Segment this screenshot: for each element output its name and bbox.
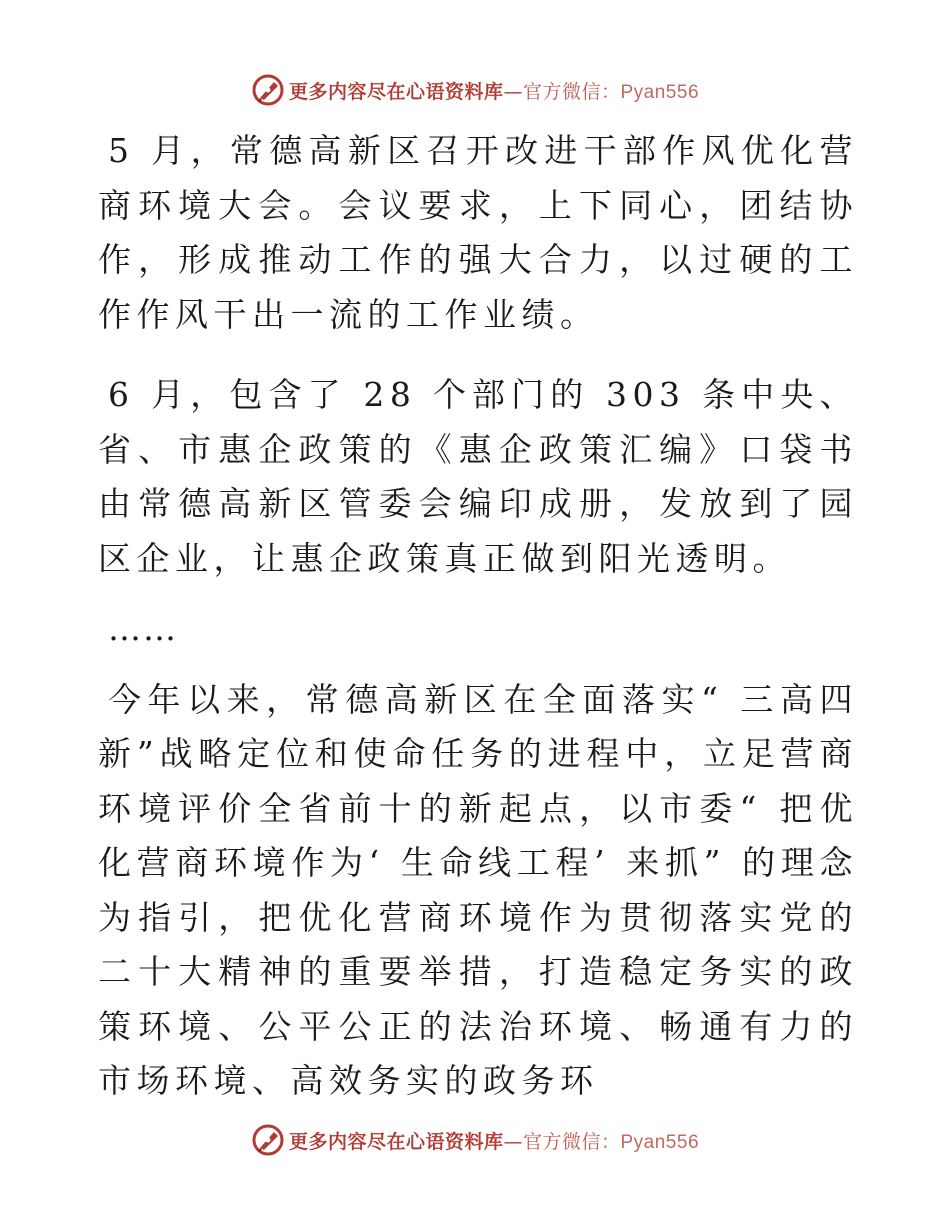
paragraph-ellipsis: …… bbox=[108, 609, 178, 648]
paragraph-june-policy-book: 6 月，包含了 28 个部门的 303 条中央、省、市惠企政策的《惠企政策汇编》口袋书由常德高新区管委会编印成册，发放到了园区企业，让惠企政策真正做到阳光透明。 bbox=[98, 375, 858, 578]
header-banner-handle: Pyan556 bbox=[620, 81, 700, 103]
header-banner bbox=[0, 70, 950, 110]
footer-banner-title: 更多内容尽在心语资料库 bbox=[288, 1130, 504, 1153]
pen-logo-icon bbox=[251, 73, 285, 107]
paragraph-may-meeting: 5 月，常德高新区召开改进干部作风优化营商环境大会。会议要求，上下同心，团结协作，形成推动工作的强大合力，以过硬的工作作风干出一流的工作业绩。 bbox=[98, 131, 858, 334]
footer-banner-handle: Pyan556 bbox=[620, 1131, 700, 1153]
header-banner-title: 更多内容尽在心语资料库 bbox=[288, 80, 504, 103]
footer-banner-text bbox=[289, 1127, 699, 1154]
footer-banner-dash: — bbox=[503, 1130, 523, 1153]
header-banner-wechat-label: 官方微信： bbox=[522, 80, 621, 103]
header-banner-text bbox=[289, 77, 699, 104]
pen-logo-icon bbox=[251, 1123, 285, 1157]
footer-banner-wechat-label: 官方微信： bbox=[522, 1130, 621, 1153]
document-body bbox=[98, 124, 858, 1109]
paragraph-this-year-summary: 今年以来，常德高新区在全面落实“ 三高四新”战略定位和使命任务的进程中，立足营商环境评价全省前十的新起点，以市委“ 把优化营商环境作为‘ 生命线工程’ 来抓” 的理念为指引，把优化营商环境作为贯彻落实党的二十大精神的重要举措，打造稳定务实的政策环境、公平公正的法治环境、畅通有力的市场环境、高效务实的政务环 bbox=[98, 679, 858, 1100]
footer-banner bbox=[0, 1120, 950, 1160]
header-banner-dash: — bbox=[503, 80, 523, 103]
